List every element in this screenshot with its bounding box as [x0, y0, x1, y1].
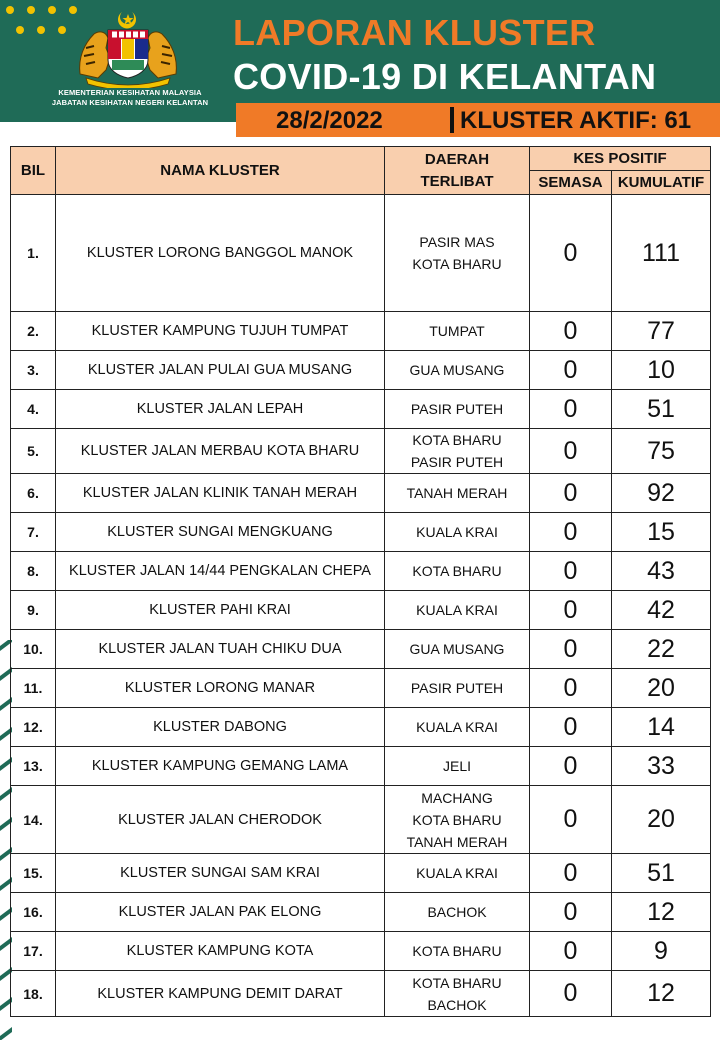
daerah-name: MACHANG — [421, 789, 493, 806]
table-row — [11, 474, 711, 513]
header-daerah-terlibat — [385, 147, 530, 195]
daerah-name: BACHOK — [427, 996, 487, 1013]
table-row — [11, 893, 711, 932]
row-nama-kluster: KLUSTER JALAN TUAH CHIKU DUA — [56, 630, 385, 669]
daerah-name: KOTA BHARU — [412, 974, 502, 991]
daerah-name: KOTA BHARU — [412, 432, 502, 448]
table-row — [11, 513, 711, 552]
header-daerah-line-1: DAERAH — [424, 150, 490, 168]
table-row — [11, 971, 711, 1017]
row-nama-kluster: KLUSTER JALAN 14/44 PENGKALAN CHEPA — [56, 552, 385, 591]
daerah-name: KUALA KRAI — [416, 719, 498, 735]
row-kes-kumulatif: 20 — [612, 669, 711, 708]
table-row — [11, 195, 711, 312]
row-kes-semasa: 0 — [530, 351, 612, 390]
row-kes-kumulatif: 43 — [612, 552, 711, 591]
daerah-name: TUMPAT — [429, 323, 485, 339]
daerah-name: KUALA KRAI — [416, 865, 498, 881]
daerah-name: PASIR PUTEH — [410, 401, 504, 417]
row-kes-kumulatif: 22 — [612, 630, 711, 669]
cluster-table-body — [11, 195, 711, 1017]
row-nama-kluster: KLUSTER JALAN LEPAH — [56, 390, 385, 429]
table-row — [11, 312, 711, 351]
row-kes-semasa: 0 — [530, 513, 612, 552]
row-kes-semasa: 0 — [530, 708, 612, 747]
active-cluster-count: KLUSTER AKTIF: 61 — [460, 107, 692, 134]
row-kes-kumulatif: 77 — [612, 312, 711, 351]
daerah-name: KOTA BHARU — [412, 563, 502, 579]
row-daerah-terlibat — [385, 932, 530, 971]
row-daerah-terlibat — [385, 971, 530, 1017]
org-line-2: JABATAN KESIHATAN NEGERI KELANTAN — [51, 97, 209, 107]
header-kes-positif: KES POSITIF — [530, 147, 711, 171]
row-bil: 2. — [11, 312, 56, 351]
row-daerah-terlibat — [385, 552, 530, 591]
row-bil: 18. — [11, 971, 56, 1017]
row-daerah-terlibat — [385, 390, 530, 429]
row-nama-kluster: KLUSTER JALAN MERBAU KOTA BHARU — [56, 429, 385, 474]
header-kumulatif: KUMULATIF — [612, 171, 711, 195]
daerah-name: GUA MUSANG — [409, 362, 505, 378]
row-kes-kumulatif: 33 — [612, 747, 711, 786]
daerah-name: BACHOK — [427, 904, 487, 920]
row-bil: 12. — [11, 708, 56, 747]
row-nama-kluster: KLUSTER KAMPUNG TUJUH TUMPAT — [56, 312, 385, 351]
row-bil: 11. — [11, 669, 56, 708]
daerah-name: KOTA BHARU — [412, 811, 502, 828]
row-kes-semasa: 0 — [530, 591, 612, 630]
malaysia-coat-of-arms-icon — [72, 8, 184, 88]
row-kes-semasa: 0 — [530, 932, 612, 971]
row-nama-kluster: KLUSTER SUNGAI SAM KRAI — [56, 854, 385, 893]
row-daerah-terlibat — [385, 351, 530, 390]
header-nama-kluster: NAMA KLUSTER — [56, 147, 385, 195]
row-nama-kluster: KLUSTER DABONG — [56, 708, 385, 747]
row-bil: 13. — [11, 747, 56, 786]
row-bil: 16. — [11, 893, 56, 932]
row-daerah-terlibat — [385, 786, 530, 854]
row-kes-kumulatif: 12 — [612, 893, 711, 932]
row-kes-semasa: 0 — [530, 786, 612, 854]
row-daerah-terlibat — [385, 513, 530, 552]
report-title-line-2: COVID-19 DI KELANTAN — [233, 56, 657, 97]
row-bil: 9. — [11, 591, 56, 630]
row-kes-kumulatif: 42 — [612, 591, 711, 630]
row-daerah-terlibat — [385, 312, 530, 351]
row-daerah-terlibat — [385, 854, 530, 893]
table-row — [11, 351, 711, 390]
row-bil: 6. — [11, 474, 56, 513]
row-bil: 5. — [11, 429, 56, 474]
row-nama-kluster: KLUSTER PAHI KRAI — [56, 591, 385, 630]
table-row — [11, 591, 711, 630]
row-kes-kumulatif: 51 — [612, 390, 711, 429]
row-kes-semasa: 0 — [530, 630, 612, 669]
table-row — [11, 552, 711, 591]
row-daerah-terlibat — [385, 630, 530, 669]
daerah-name: TANAH MERAH — [406, 833, 508, 850]
row-bil: 1. — [11, 195, 56, 312]
daerah-name: GUA MUSANG — [409, 641, 505, 657]
daerah-name: KUALA KRAI — [416, 602, 498, 618]
row-nama-kluster: KLUSTER JALAN PULAI GUA MUSANG — [56, 351, 385, 390]
row-kes-semasa: 0 — [530, 429, 612, 474]
row-kes-semasa: 0 — [530, 854, 612, 893]
daerah-name: PASIR PUTEH — [410, 680, 504, 696]
divider — [450, 107, 454, 133]
row-kes-kumulatif: 12 — [612, 971, 711, 1017]
row-daerah-terlibat — [385, 893, 530, 932]
row-bil: 17. — [11, 932, 56, 971]
row-nama-kluster: KLUSTER KAMPUNG KOTA — [56, 932, 385, 971]
row-nama-kluster: KLUSTER LORONG MANAR — [56, 669, 385, 708]
row-daerah-terlibat — [385, 591, 530, 630]
row-kes-semasa: 0 — [530, 747, 612, 786]
row-kes-kumulatif: 111 — [612, 195, 711, 312]
daerah-name: PASIR MAS — [419, 234, 495, 250]
row-kes-semasa: 0 — [530, 312, 612, 351]
row-kes-semasa: 0 — [530, 669, 612, 708]
row-daerah-terlibat — [385, 747, 530, 786]
row-nama-kluster: KLUSTER JALAN KLINIK TANAH MERAH — [56, 474, 385, 513]
row-bil: 14. — [11, 786, 56, 854]
table-row — [11, 786, 711, 854]
date-banner — [236, 103, 720, 137]
row-bil: 4. — [11, 390, 56, 429]
decorative-dots-icon — [6, 6, 81, 40]
report-title-line-1: LAPORAN KLUSTER — [233, 12, 596, 53]
organization-name — [20, 88, 240, 107]
row-kes-kumulatif: 15 — [612, 513, 711, 552]
row-kes-semasa: 0 — [530, 195, 612, 312]
daerah-name: KOTA BHARU — [412, 943, 502, 959]
row-kes-semasa: 0 — [530, 390, 612, 429]
row-kes-kumulatif: 75 — [612, 429, 711, 474]
table-row — [11, 932, 711, 971]
daerah-name: TANAH MERAH — [406, 485, 508, 501]
cluster-table — [10, 146, 711, 1017]
row-kes-kumulatif: 10 — [612, 351, 711, 390]
row-kes-kumulatif: 20 — [612, 786, 711, 854]
table-row — [11, 854, 711, 893]
table-row — [11, 669, 711, 708]
daerah-name: JELI — [442, 758, 471, 774]
row-nama-kluster: KLUSTER SUNGAI MENGKUANG — [56, 513, 385, 552]
table-row — [11, 390, 711, 429]
row-nama-kluster: KLUSTER JALAN PAK ELONG — [56, 893, 385, 932]
row-bil: 8. — [11, 552, 56, 591]
table-row — [11, 630, 711, 669]
table-row — [11, 708, 711, 747]
row-kes-kumulatif: 9 — [612, 932, 711, 971]
header-semasa: SEMASA — [530, 171, 612, 195]
row-nama-kluster: KLUSTER KAMPUNG DEMIT DARAT — [56, 971, 385, 1017]
row-daerah-terlibat — [385, 195, 530, 312]
table-row — [11, 429, 711, 474]
row-kes-semasa: 0 — [530, 971, 612, 1017]
daerah-name: KUALA KRAI — [416, 524, 498, 540]
org-line-1: KEMENTERIAN KESIHATAN MALAYSIA — [58, 88, 202, 97]
row-kes-semasa: 0 — [530, 552, 612, 591]
row-bil: 3. — [11, 351, 56, 390]
daerah-name: KOTA BHARU — [412, 256, 502, 272]
row-kes-semasa: 0 — [530, 474, 612, 513]
row-kes-kumulatif: 51 — [612, 854, 711, 893]
row-daerah-terlibat — [385, 669, 530, 708]
row-kes-kumulatif: 14 — [612, 708, 711, 747]
row-kes-semasa: 0 — [530, 893, 612, 932]
row-nama-kluster: KLUSTER KAMPUNG GEMANG LAMA — [56, 747, 385, 786]
report-date: 28/2/2022 — [276, 107, 383, 134]
row-kes-kumulatif: 92 — [612, 474, 711, 513]
table-row — [11, 747, 711, 786]
row-bil: 7. — [11, 513, 56, 552]
daerah-name: PASIR PUTEH — [410, 454, 504, 470]
row-daerah-terlibat — [385, 474, 530, 513]
row-daerah-terlibat — [385, 708, 530, 747]
row-bil: 15. — [11, 854, 56, 893]
row-nama-kluster: KLUSTER LORONG BANGGOL MANOK — [56, 195, 385, 312]
header-bil: BIL — [11, 147, 56, 195]
row-bil: 10. — [11, 630, 56, 669]
header-daerah-line-2: TERLIBAT — [420, 172, 494, 190]
row-nama-kluster: KLUSTER JALAN CHERODOK — [56, 786, 385, 854]
row-daerah-terlibat — [385, 429, 530, 474]
